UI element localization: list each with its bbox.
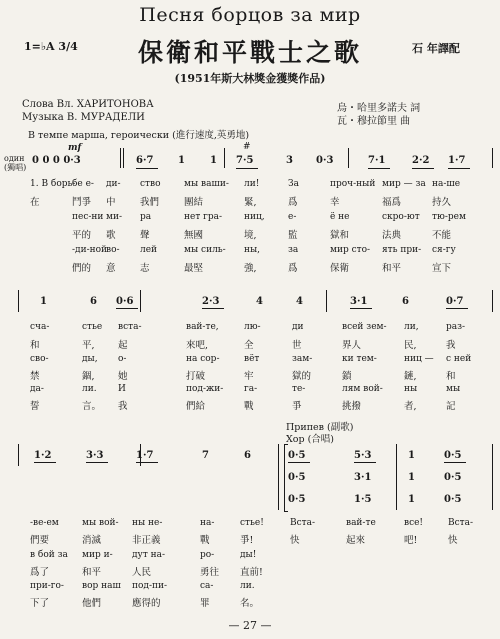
solo-cn: (獨唱) <box>4 163 27 172</box>
lyric-syllable: сча- <box>30 322 50 332</box>
lyric-syllable: 全 <box>244 340 254 351</box>
lyric-syllable: 應得的 <box>132 598 161 609</box>
chorus-label: Хор (合唱) <box>286 434 334 445</box>
note-cell: 3·3 <box>86 450 104 461</box>
lyric-syllable: 世 <box>292 340 302 351</box>
lyric-syllable: стье <box>82 322 103 332</box>
lyric-syllable: проч-ный <box>330 179 376 189</box>
lyric-syllable: И <box>118 384 126 394</box>
lyric-syllable: во- <box>106 245 120 255</box>
note-cell: 6 <box>402 296 409 307</box>
chorus-note-cell: 1 <box>408 494 415 505</box>
lyric-syllable: 起來 <box>346 535 366 546</box>
lyric-syllable: 勇往 <box>200 567 220 578</box>
lyric-syllable: га- <box>244 384 258 394</box>
lyric-syllable: 罪 <box>200 598 210 609</box>
lyric-syllable: 在 <box>30 197 40 208</box>
note-cell: 3·1 <box>350 296 368 307</box>
lyric-syllable: мы <box>446 384 461 394</box>
lyric-syllable: при-го- <box>30 581 64 591</box>
lyric-syllable: вай-те, <box>186 322 219 332</box>
lyric-syllable: за <box>288 245 299 255</box>
lyric-syllable: 快 <box>448 535 458 546</box>
bar-line <box>492 148 493 168</box>
subtitle: (1951年斯大林獎金獲獎作品) <box>174 72 326 85</box>
lyric-syllable: 戰 <box>244 401 254 412</box>
beam <box>368 168 390 169</box>
lyric-syllable: лям вой- <box>342 384 383 394</box>
lyric-syllable: -ве-ем <box>30 518 59 528</box>
lyric-syllable: вёт <box>244 354 260 364</box>
lyric-syllable: ся-гу <box>432 245 456 255</box>
lyric-syllable: 和平 <box>82 567 102 578</box>
lyric-syllable: вай-те <box>346 518 376 528</box>
bar-line <box>396 444 397 510</box>
lyric-syllable: 者, <box>404 401 417 412</box>
lyric-syllable: 快 <box>290 535 300 546</box>
lyric-syllable: мир — за <box>382 179 426 189</box>
beam <box>116 308 138 309</box>
lyric-syllable: -ди-ной <box>72 245 108 255</box>
lyric-syllable: 幸 <box>330 197 340 208</box>
lyric-syllable: 鏈, <box>404 371 417 382</box>
lyric-syllable: ство <box>140 179 161 189</box>
note-cell: 1 <box>40 296 47 307</box>
lyric-syllable: бе е- <box>72 179 94 189</box>
lyric-syllable: 她 <box>118 371 128 382</box>
lyric-syllable: 志 <box>140 263 150 274</box>
lyric-syllable: мир и- <box>82 550 113 560</box>
bar-line <box>120 148 121 168</box>
lyric-syllable: 爲了 <box>30 567 50 578</box>
lyric-syllable: мир сто- <box>330 245 371 255</box>
lyric-syllable: 牢 <box>244 371 254 382</box>
lyric-syllable: 獄的 <box>292 371 312 382</box>
lyric-syllable: 平的 <box>72 230 92 241</box>
note-cell: 5·3 <box>354 450 372 461</box>
lyric-syllable: 1. В борь- <box>30 179 76 189</box>
bar-line <box>492 444 493 510</box>
lyric-syllable: 鬥爭 <box>72 197 92 208</box>
note-cell: 6·7 <box>136 155 154 166</box>
chorus-note-cell: 1 <box>408 472 415 483</box>
lyric-syllable: 歌 <box>106 230 116 241</box>
lyric-syllable: 獄和 <box>330 230 350 241</box>
chorus-note-cell: 0·5 <box>444 494 462 505</box>
lyric-syllable: 法典 <box>382 230 402 241</box>
lyric-syllable: 和平 <box>382 263 402 274</box>
lyric-syllable: все! <box>404 518 424 528</box>
note-cell: 6 <box>90 296 97 307</box>
note-cell: 3 <box>286 155 293 166</box>
beam <box>236 168 258 169</box>
lyric-syllable: ди <box>292 322 304 332</box>
lyric-syllable: 下了 <box>30 598 50 609</box>
lyric-syllable: 我 <box>118 401 128 412</box>
lyric-syllable: 錮, <box>82 371 95 382</box>
tempo-marking: В темпе марша, героически (進行速度,英勇地) <box>28 130 250 141</box>
beam <box>136 168 158 169</box>
lyric-syllable: 不能 <box>432 230 452 241</box>
note-cell: 0·6 <box>116 296 134 307</box>
lyric-syllable: ны <box>404 384 418 394</box>
bar-line <box>18 290 19 312</box>
lyric-syllable: ди- <box>106 179 121 189</box>
key-signature: 1=♭A 3/4 <box>24 40 78 53</box>
lyric-syllable: стье! <box>240 518 264 528</box>
lyric-syllable: лей <box>140 245 158 255</box>
translator-credit: 石 年譯配 <box>412 42 460 55</box>
lyric-syllable: 非正義 <box>132 535 161 546</box>
lyric-syllable: 打破 <box>186 371 206 382</box>
lyric-syllable: 強, <box>244 263 257 274</box>
lyric-syllable: лю- <box>244 322 261 332</box>
note-cell: 1 <box>408 450 415 461</box>
lyric-syllable: 爭! <box>240 535 254 546</box>
lyric-syllable: 來吧, <box>186 340 209 351</box>
note-cell: 2·3 <box>202 296 220 307</box>
dynamic-mf: mf <box>68 143 82 153</box>
lyric-syllable: ми- <box>106 212 123 222</box>
beam <box>448 168 470 169</box>
lyric-syllable: мы силь- <box>184 245 226 255</box>
lyric-syllable: ки тем- <box>342 354 377 364</box>
note-cell: 7·5 <box>236 155 254 166</box>
bar-line <box>224 148 225 168</box>
lyric-syllable: ять при- <box>382 245 422 255</box>
lyric-syllable: с ней <box>446 354 472 364</box>
lyric-syllable: 宣下 <box>432 263 452 274</box>
solo-marking <box>4 154 26 172</box>
lyric-syllable: на- <box>200 518 215 528</box>
lyric-syllable: 直前! <box>240 567 263 578</box>
lyric-syllable: 監 <box>288 230 298 241</box>
lyric-syllable: 平, <box>82 340 95 351</box>
lyric-syllable: пес-ни <box>72 212 104 222</box>
lyric-syllable: 保衛 <box>330 263 350 274</box>
lyric-syllable: скро-ют <box>382 212 420 222</box>
lyric-syllable: 起 <box>118 340 128 351</box>
lyric-syllable: 誓 <box>30 401 40 412</box>
beam <box>354 462 376 463</box>
beam <box>350 308 372 309</box>
note-cell: 1 <box>178 155 185 166</box>
note-cell: 1·2 <box>34 450 52 461</box>
lyric-syllable: ли. <box>82 384 97 394</box>
note-cell: 7·1 <box>368 155 386 166</box>
lyric-syllable: те- <box>292 384 306 394</box>
lyric-syllable: ны, <box>244 245 261 255</box>
title-chinese: 保衛和平戰士之歌 <box>137 38 362 67</box>
lyric-syllable: на сор- <box>186 354 220 364</box>
lyric-syllable: 意 <box>106 263 116 274</box>
credit-music-ru: Музыка В. МУРАДЕЛИ <box>22 112 145 123</box>
bar-line <box>326 290 327 312</box>
lyric-syllable: ды, <box>82 354 98 364</box>
beam <box>34 462 56 463</box>
page-number: — 27 — <box>228 619 272 632</box>
sharp-accidental: # <box>243 142 251 152</box>
lyric-syllable: 記 <box>446 401 456 412</box>
chorus-note-cell: 0·5 <box>288 494 306 505</box>
lyric-syllable: 爲 <box>288 263 298 274</box>
beam <box>412 168 434 169</box>
lyric-syllable: ли, <box>404 322 419 332</box>
lyric-syllable: 聲 <box>140 230 150 241</box>
lyric-syllable: 們的 <box>72 263 92 274</box>
lyric-syllable: мы ваши- <box>184 179 229 189</box>
lyric-syllable: вор наш <box>82 581 121 591</box>
lyric-syllable: 我們 <box>140 197 160 208</box>
chorus-note-cell: 3·1 <box>354 472 372 483</box>
lyric-syllable: зам- <box>292 354 313 364</box>
credit-lyrics-cn: 烏・哈里多諾夫 詞 <box>337 103 421 114</box>
note-cell: 0·5 <box>444 450 462 461</box>
lyric-syllable: 戰 <box>200 535 210 546</box>
lyric-syllable: ды! <box>240 550 257 560</box>
title-russian: Песня борцов за мир <box>139 4 361 26</box>
lyric-syllable: 緊, <box>244 197 257 208</box>
lyric-syllable: 爭 <box>292 401 302 412</box>
note-cell: 4 <box>256 296 263 307</box>
bar-line <box>278 444 279 510</box>
lyric-syllable: 禁 <box>30 371 40 382</box>
lyric-syllable: ли! <box>244 179 260 189</box>
lyric-syllable: ниц, <box>244 212 265 222</box>
lyric-syllable: 爲 <box>288 197 298 208</box>
bar-line <box>348 148 349 168</box>
lyric-syllable: Вста- <box>448 518 474 528</box>
note-cell: 2·2 <box>412 155 430 166</box>
lyric-syllable: нет гра- <box>184 212 223 222</box>
beam <box>446 308 468 309</box>
lyric-syllable: 鎖 <box>342 371 352 382</box>
bar-line <box>140 290 141 312</box>
lyric-syllable: 無國 <box>184 230 204 241</box>
lyric-syllable: 挑撥 <box>342 401 362 412</box>
lyric-syllable: 吧! <box>404 535 418 546</box>
lyric-syllable: 民, <box>404 340 417 351</box>
lyric-syllable: 消滅 <box>82 535 102 546</box>
credit-music-cn: 瓦・穆拉節里 曲 <box>337 116 411 127</box>
note-cell: 4 <box>296 296 303 307</box>
lyric-syllable: ра <box>140 212 152 222</box>
note-cell: 1·7 <box>136 450 154 461</box>
lyric-syllable: 名。 <box>240 598 260 609</box>
lyric-syllable: 團結 <box>184 197 204 208</box>
lyric-syllable: 和 <box>446 371 456 382</box>
lyric-syllable: 他們 <box>82 598 102 609</box>
lyric-syllable: на-ше <box>432 179 461 189</box>
bar-line <box>123 148 124 168</box>
lyric-syllable: тю-рем <box>432 212 466 222</box>
lyric-syllable: ро- <box>200 550 215 560</box>
lyric-syllable: дут на- <box>132 550 166 560</box>
lyric-syllable: под-пи- <box>132 581 168 591</box>
lyric-syllable: 我 <box>446 340 456 351</box>
lyric-syllable: всей зем- <box>342 322 387 332</box>
refrain-label: Припев (副歌) <box>286 422 354 433</box>
beam <box>444 462 466 463</box>
chorus-note-cell: 0·5 <box>288 472 306 483</box>
lyric-syllable: са- <box>200 581 214 591</box>
lyric-syllable: мы вой- <box>82 518 119 528</box>
lyric-syllable: ё не <box>330 212 350 222</box>
lyric-syllable: ли. <box>240 581 255 591</box>
bar-line <box>18 444 19 466</box>
chorus-note-cell: 1·5 <box>354 494 372 505</box>
lyric-syllable: 持久 <box>432 197 452 208</box>
note-cell: 1 <box>210 155 217 166</box>
note-cell: 0·7 <box>446 296 464 307</box>
bar-line <box>492 290 493 312</box>
lyric-syllable: е- <box>288 212 297 222</box>
note-cell: 0·3 <box>316 155 334 166</box>
lyric-syllable: о- <box>118 354 127 364</box>
beam <box>202 308 224 309</box>
beam <box>288 462 310 463</box>
note-cell: 6 <box>244 450 251 461</box>
lyric-syllable: раз- <box>446 322 466 332</box>
beam <box>136 462 158 463</box>
credit-lyrics-ru: Слова Вл. ХАРИТОНОВА <box>22 99 154 110</box>
lyric-syllable: 和 <box>30 340 40 351</box>
lyric-syllable: За <box>288 179 299 189</box>
lyric-syllable: Вста- <box>290 518 316 528</box>
lyric-syllable: 界人 <box>342 340 362 351</box>
lyric-syllable: ниц — <box>404 354 434 364</box>
lyric-syllable: да- <box>30 384 44 394</box>
lyric-syllable: 中 <box>106 197 116 208</box>
lyric-syllable: 人民 <box>132 567 152 578</box>
lyric-syllable: 境, <box>244 230 257 241</box>
lyric-syllable: 福爲 <box>382 197 402 208</box>
beam <box>86 462 108 463</box>
lyric-syllable: ны не- <box>132 518 163 528</box>
note-cell: 0 0 0 0·3 <box>32 155 81 166</box>
note-cell: 0·5 <box>288 450 306 461</box>
solo-ru: один <box>4 154 25 163</box>
chorus-note-cell: 0·5 <box>444 472 462 483</box>
note-cell: 1·7 <box>448 155 466 166</box>
lyric-syllable: вста- <box>118 322 142 332</box>
lyric-syllable: в бой за <box>30 550 68 560</box>
lyric-syllable: 們給 <box>186 401 206 412</box>
lyric-syllable: сво- <box>30 354 49 364</box>
lyric-syllable: 最堅 <box>184 263 204 274</box>
note-cell: 7 <box>202 450 209 461</box>
lyric-syllable: 言。 <box>82 401 102 412</box>
lyric-syllable: под-жи- <box>186 384 224 394</box>
lyric-syllable: 們要 <box>30 535 50 546</box>
